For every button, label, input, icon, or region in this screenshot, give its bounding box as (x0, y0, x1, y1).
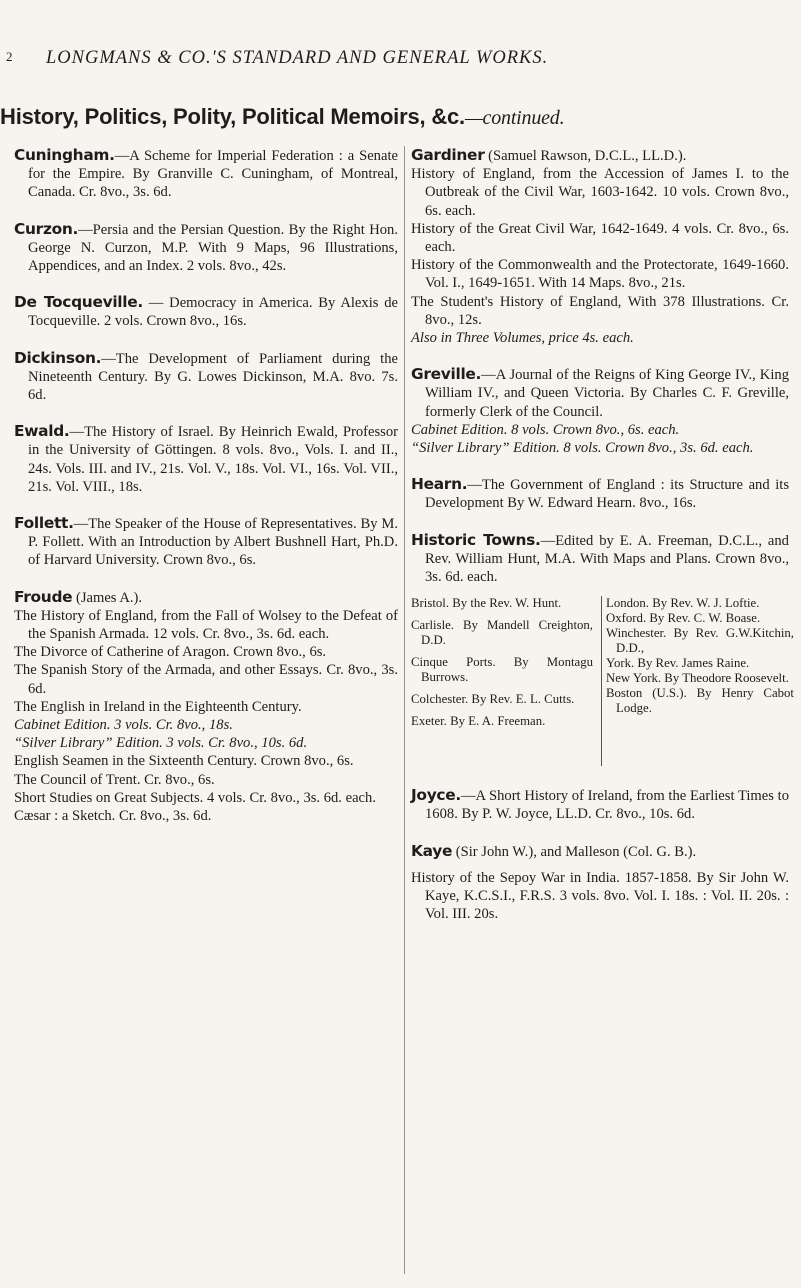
section-heading (0, 104, 801, 130)
author-name: Hearn. (411, 475, 468, 494)
entry-main (411, 365, 789, 421)
work-item: Cæsar : a Sketch. Cr. 8vo., 3s. 6d. (14, 808, 212, 825)
work-item: Short Studies on Great Subjects. 4 vols. Cr. 8vo., 3s. 6d. each. (14, 789, 376, 806)
work-item: History of the Great Civil War, 1642-1649. 4 vols. Cr. 8vo., 6s. each. (411, 220, 789, 256)
town-item: Boston (U.S.). By Henry Cabot Lodge. (606, 686, 794, 716)
town-item: Carlisle. By Mandell Creighton, D.D. (411, 618, 593, 648)
author-name: Dickinson. (14, 348, 102, 367)
author-name: Cuningham. (14, 146, 115, 164)
town-item: New York. By Theodore Roosevelt. (606, 671, 789, 686)
town-item: Exeter. By E. A. Freeman. (411, 714, 546, 729)
entry-kaye (411, 842, 789, 924)
edition-cabinet: Cabinet Edition. 8 vols. Crown 8vo., 6s. each. (411, 421, 680, 438)
entry-follett (14, 514, 398, 570)
entry-text: —A Short History of Ireland, from the Earliest Times to 1608. By P. W. Joyce, LL.D. Cr. 8vo., 10s. 6d. (425, 788, 789, 823)
author-name: Joyce. (411, 786, 461, 805)
town-item: Bristol. By the Rev. W. Hunt. (411, 596, 562, 611)
entry-cuningham (14, 146, 398, 202)
work-item: History of the Commonwealth and the Protectorate, 1649-1660. Vol. I., 1649-1651. With 14 Maps. 8vo., 21s. (411, 257, 789, 292)
author-name: De Tocqueville. (14, 293, 143, 312)
author-name: Froude (14, 587, 73, 606)
entry-joyce (411, 786, 789, 823)
work-item: The History of England, from the Fall of Wolsey to the Defeat of the Spanish Armada. 12 vols. Cr. 8vo., 3s. 6d. each. (14, 607, 398, 643)
towns-left-column (411, 596, 593, 736)
town-item: Colchester. By Rev. E. L. Cutts. (411, 692, 575, 707)
section-continued: —continued. (464, 107, 565, 129)
author-suffix: (Sir John W.), and Malleson (Col. G. B.). (452, 843, 697, 860)
entry-text: —The Government of England : its Structure and its Development By W. Edward Hearn. 8vo., 16s. (425, 477, 789, 512)
entry-hearn (411, 475, 789, 512)
author-name: Curzon. (14, 219, 79, 238)
author-name: Ewald. (14, 422, 70, 441)
work-item: History of the Sepoy War in India. 1857-1858. By Sir John W. Kaye, K.C.S.I., F.R.S. 3 vols. 8vo. Vol. I. 18s. : Vol. II. 20s. : Vol. III. 20s. (411, 869, 789, 923)
edition-note: Also in Three Volumes, price 4s. each. (411, 330, 634, 347)
entry-dickinson (14, 349, 398, 405)
entry-ewald (14, 422, 398, 496)
towns-list (411, 596, 794, 768)
town-item: London. By Rev. W. J. Loftie. (606, 596, 760, 611)
author-name: Kaye (411, 841, 453, 860)
left-column (14, 146, 398, 843)
entry-text: —The Speaker of the House of Representatives. By M. P. Follett. With an Introduction by Albert Bushnell Hart, Ph.D. of Harvard University. Crown 8vo., 6s. (28, 516, 398, 569)
author-name: Gardiner (411, 146, 485, 164)
town-item: Oxford. By Rev. C. W. Boase. (606, 611, 761, 626)
author-name: Historic Towns. (411, 530, 541, 549)
entry-historic-towns (411, 530, 794, 769)
entry-main (411, 531, 789, 587)
section-title: History, Politics, Polity, Political Memoirs, &c. (0, 104, 465, 129)
entry-text: —A Scheme for Imperial Federation : a Senate for the Empire. By Granville C. Cuningham, of Montreal, Canada. Cr. 8vo., 3s. 6d. (28, 148, 398, 201)
work-item: English Seamen in the Sixteenth Century. Crown 8vo., 6s. (14, 753, 354, 770)
entry-tocqueville (14, 293, 398, 330)
edition-silver: “Silver Library” Edition. 8 vols. Crown 8vo., 3s. 6d. each. (411, 440, 754, 457)
author-name: Greville. (411, 365, 482, 384)
entry-curzon (14, 220, 398, 276)
town-item: York. By Rev. James Raine. (606, 656, 750, 671)
towns-right-column (601, 596, 794, 766)
column-divider (404, 146, 405, 1274)
author-name: Follett. (14, 514, 74, 533)
entry-froude (14, 588, 398, 826)
author-heading (14, 588, 398, 607)
entry-text: —A Journal of the Reigns of King George IV., King William IV., and Queen Victoria. By Charles C. F. Greville, formerly Clerk of the Council. (425, 367, 789, 420)
entry-text: —Edited by E. A. Freeman, D.C.L., and Rev. William Hunt, M.A. With Maps and Plans. Crown 8vo., 3s. 6d. each. (425, 532, 789, 586)
entry-text: — Democracy in America. By Alexis de Tocqueville. 2 vols. Crown 8vo., 16s. (28, 295, 399, 330)
running-head-title: LONGMANS & CO.'S STANDARD AND GENERAL WORKS. (46, 48, 549, 68)
right-column (411, 146, 794, 941)
work-item: The Divorce of Catherine of Aragon. Crown 8vo., 6s. (14, 644, 327, 661)
work-item: History of England, from the Accession of James I. to the Outbreak of the Civil War, 1603-1642. 10 vols. Crown 8vo., 6s. each. (411, 166, 789, 219)
work-item: The Student's History of England, With 378 Illustrations. Cr. 8vo., 12s. (411, 293, 789, 328)
page-number: 2 (6, 49, 14, 64)
edition-silver: “Silver Library” Edition. 3 vols. Cr. 8vo., 10s. 6d. (14, 735, 308, 752)
author-suffix: (James A.). (72, 589, 143, 606)
town-item: Cinque Ports. By Montagu Burrows. (411, 655, 593, 685)
entry-greville (411, 365, 789, 457)
edition-cabinet: Cabinet Edition. 3 vols. Cr. 8vo., 18s. (14, 717, 233, 734)
entry-gardiner (411, 146, 789, 347)
work-item: The Council of Trent. Cr. 8vo., 6s. (14, 771, 215, 788)
entry-text: —Persia and the Persian Question. By the Right Hon. George N. Curzon, M.P. With 9 Maps, 96 Illustrations, Appendices, and an Index. 2 vols. 8vo., 42s. (28, 221, 398, 275)
entry-text: —The Development of Parliament during the Nineteenth Century. By G. Lowes Dickinson, M.A. 8vo. 7s. 6d. (28, 350, 398, 404)
work-item: The Spanish Story of the Armada, and other Essays. Cr. 8vo., 3s. 6d. (14, 662, 398, 697)
author-heading (411, 842, 789, 861)
entry-text: —The History of Israel. By Heinrich Ewald, Professor in the University of Göttingen. 8 vols. 8vo., Vols. I. and II., 24s. Vols. III. and IV., 21s. Vol. V., 18s. Vol. VI., 16s. Vol. VII., 21s. Vol. VIII., 18s. (28, 424, 398, 495)
author-suffix: (Samuel Rawson, D.C.L., LL.D.). (484, 148, 687, 164)
work-item: The English in Ireland in the Eighteenth Century. (14, 698, 302, 715)
town-item: Winchester. By Rev. G.W.Kitchin, D.D., (606, 626, 794, 656)
author-heading (411, 146, 789, 165)
